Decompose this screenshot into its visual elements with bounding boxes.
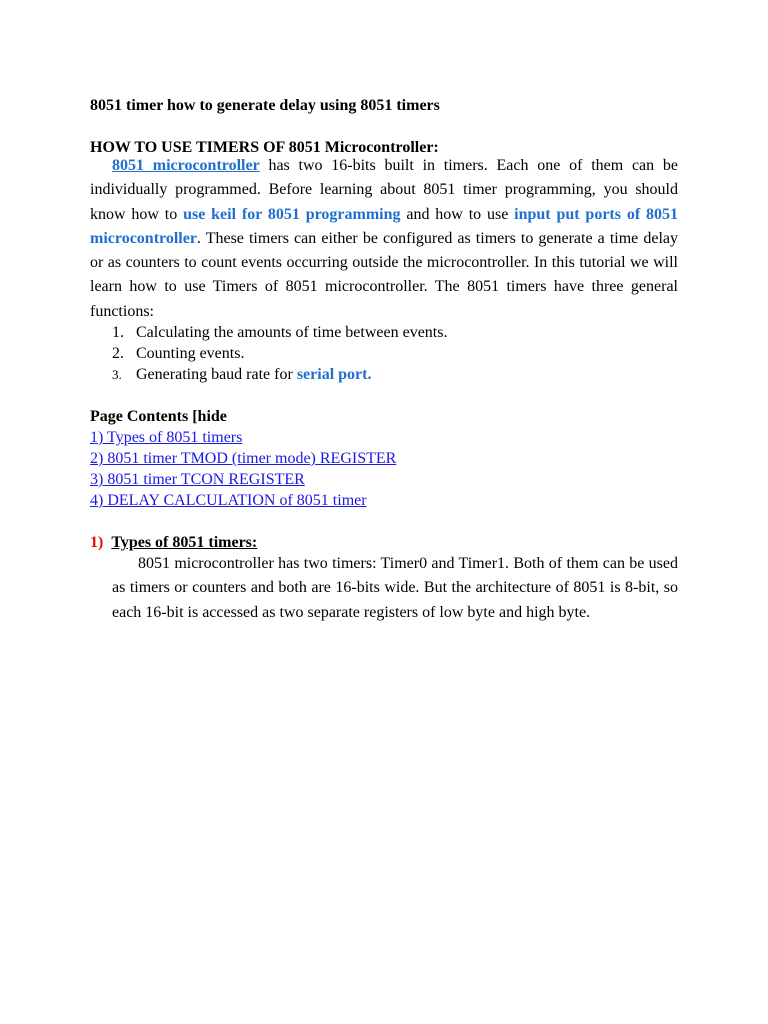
intro-text-2: and how to use bbox=[400, 205, 515, 223]
intro-text-1: has two 16-bits built in timers. Each one of them can be individually programmed. Before learning about 8051 timer programming, you should know how to bbox=[90, 157, 679, 223]
link-keil-programming[interactable]: use keil for 8051 programming bbox=[183, 205, 401, 223]
intro-text-3: . These timers can either be configured as timers to generate a time delay or as counters to count events occurring outside the microcontroller. In this tutorial we will learn how to use Timers of 8051 microcontroller. The 8051 timers have three general functions: bbox=[90, 229, 678, 320]
link-8051-microcontroller[interactable]: 8051 microcontroller bbox=[112, 157, 260, 174]
link-input-ports[interactable]: input put ports of 8051 microcontroller bbox=[90, 205, 678, 247]
section-heading: HOW TO USE TIMERS OF 8051 Microcontroller: bbox=[90, 139, 439, 156]
section-number: 1) bbox=[90, 534, 104, 551]
toc-link-types[interactable]: 1) Types of 8051 timers bbox=[90, 429, 243, 446]
functions-list bbox=[90, 322, 447, 385]
list-item bbox=[90, 364, 447, 385]
list-item-text: Generating baud rate for bbox=[136, 366, 297, 383]
section-heading-text: Types of 8051 timers: bbox=[111, 534, 258, 551]
list-number: 1. bbox=[112, 324, 124, 341]
toc-link-tmod[interactable]: 2) 8051 timer TMOD (timer mode) REGISTER bbox=[90, 450, 397, 467]
types-section-body: 8051 microcontroller has two timers: Timer0 and Timer1. Both of them can be used as timers or counters and both are 16-bits wide. But the architecture of 8051 is 8-bit, so each 16-bit is accessed as two separate registers of low byte and high byte. bbox=[112, 555, 678, 621]
list-item bbox=[90, 343, 447, 364]
list-number: 3. bbox=[112, 367, 122, 382]
list-item-text: Calculating the amounts of time between events. bbox=[136, 324, 448, 341]
intro-paragraph bbox=[90, 154, 678, 324]
document-title: 8051 timer how to generate delay using 8051 timers bbox=[90, 97, 440, 114]
list-item bbox=[90, 322, 447, 343]
page-contents-title: Page Contents [hide bbox=[90, 408, 227, 425]
link-serial-port[interactable]: serial port. bbox=[296, 366, 372, 383]
toc-link-tcon[interactable]: 3) 8051 timer TCON REGISTER bbox=[90, 471, 305, 488]
list-item-text: Counting events. bbox=[136, 345, 245, 362]
toc-link-delay[interactable]: 4) DELAY CALCULATION of 8051 timer bbox=[90, 492, 367, 509]
page-contents bbox=[90, 406, 396, 511]
list-number: 2. bbox=[112, 345, 124, 362]
